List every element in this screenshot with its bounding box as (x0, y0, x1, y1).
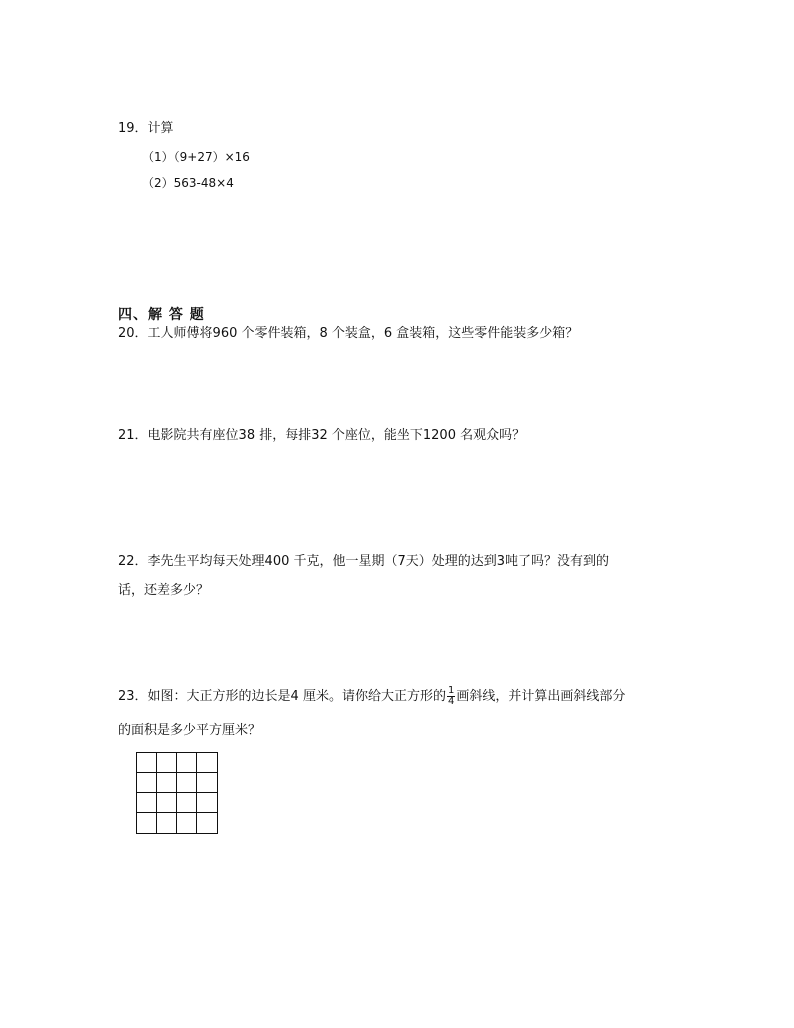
square-grid (136, 752, 218, 834)
grid-cell (137, 793, 157, 813)
fraction-denominator: 4 (447, 696, 455, 707)
grid-cell (157, 793, 177, 813)
grid-cell (137, 773, 157, 793)
grid-cell (157, 773, 177, 793)
q22-line-1: 22．李先生平均每天处理400 千克，他一星期（7天）处理的达到3吨了吗？没有到的 (118, 554, 610, 569)
grid-cell (197, 773, 217, 793)
q19-item-2: （2）563-48×4 (142, 176, 234, 190)
grid-cell (157, 813, 177, 833)
q23-line-2: 的面积是多少平方厘米？ (118, 723, 262, 738)
grid-cell (137, 753, 157, 773)
grid-cell (157, 753, 177, 773)
grid-cell (177, 813, 197, 833)
grid-cell (177, 793, 197, 813)
q22-line-2: 话，还差多少？ (118, 583, 210, 598)
q23-line-1 (118, 686, 625, 707)
grid-cell (177, 753, 197, 773)
grid-cell (197, 793, 217, 813)
grid-cell (197, 813, 217, 833)
q21-text: 21．电影院共有座位38 排，每排32 个座位，能坐下1200 名观众吗？ (118, 428, 526, 443)
grid-cell (177, 773, 197, 793)
q20-text: 20．工人师傅将960 个零件装箱，8 个装盒，6 盒装箱，这些零件能装多少箱？ (118, 326, 579, 341)
fraction (447, 686, 455, 707)
q23-line-1-before: 23．如图：大正方形的边长是4 厘米。请你给大正方形的 (118, 689, 446, 704)
q23-line-1-after: 画斜线，并计算出画斜线部分 (456, 689, 626, 704)
q19-title: 19．计算 (118, 121, 174, 136)
grid-cell (137, 813, 157, 833)
grid-cell (197, 753, 217, 773)
section-title: 四、解 答 题 (118, 307, 205, 323)
q19-item-1: （1）（9+27）×16 (142, 150, 250, 164)
fraction-numerator: 1 (447, 685, 455, 696)
